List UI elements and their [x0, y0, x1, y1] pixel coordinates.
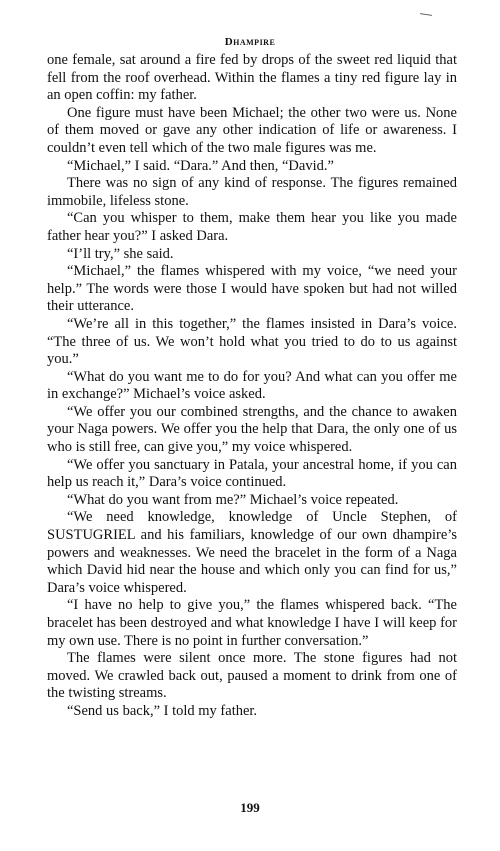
paragraph-5: “Can you whisper to them, make them hear you like you made father hear you?” I asked Dara.: [47, 210, 457, 244]
corner-mark: [420, 13, 432, 16]
paragraph-16: “Send us back,” I told my father.: [67, 702, 258, 719]
paragraph-12: “What do you want from me?” Michael’s voice repeated.: [67, 491, 399, 508]
paragraph-7: “Michael,” the flames whispered with my voice, “we need your help.” The words were those I would have spoken but had not willed their utterance.: [47, 263, 457, 315]
paragraph-10: “We offer you our combined strengths, and the chance to awaken your Naga powers. We offer you the help that Dara, the only one of us who is still free, can give you,” my voice whispered.: [47, 403, 457, 456]
paragraph-11: “We offer you sanctuary in Patala, your ancestral home, if you can help us reach it,” Dara’s voice continued.: [47, 456, 457, 491]
page-number: 199: [240, 800, 260, 815]
paragraph-13: “We need knowledge, knowledge of Uncle Stephen, of SUSTUGRIEL and his familiars, knowledge of our own dhampire’s powers and weaknesses. We need the bracelet in the form of a Naga which David hid near the house and which only you can find for us,” Dara’s voice whispered.: [47, 509, 457, 596]
paragraph-15: The flames were silent once more. The stone figures had not moved. We crawled back out, paused a moment to drink from one of the twisting streams.: [47, 650, 457, 702]
paragraph-6: “I’ll try,” she said.: [67, 245, 174, 262]
paragraph-1: one female, sat around a fire fed by drops of the sweet red liquid that fell from the roof overhead. Within the flames a tiny red figure lay in an open coffin: my father.: [47, 52, 457, 104]
paragraph-9: “What do you want me to do for you? And what can you offer me in exchange?” Michael’s voice asked.: [47, 368, 457, 403]
paragraph-14: “I have no help to give you,” the flames whispered back. “The bracelet has been destroyed and what knowledge I have I will keep for my own use. There is no point in further conversation.”: [47, 597, 457, 649]
paragraph-8: “We’re all in this together,” the flames insisted in Dara’s voice. “The three of us. We won’t hold what you tried to do to us against you.”: [47, 315, 457, 368]
body-text: [47, 52, 457, 721]
running-head: Dhampire: [224, 36, 276, 48]
paragraph-3: “Michael,” I said. “Dara.” And then, “David.”: [67, 157, 334, 174]
paragraph-2: One figure must have been Michael; the other two were us. None of them moved or gave any other indication of life or awareness. I couldn’t even tell which of the two male figures was me.: [47, 104, 457, 156]
paragraph-4: There was no sign of any kind of response. The figures remained immobile, lifeless stone.: [47, 175, 457, 209]
